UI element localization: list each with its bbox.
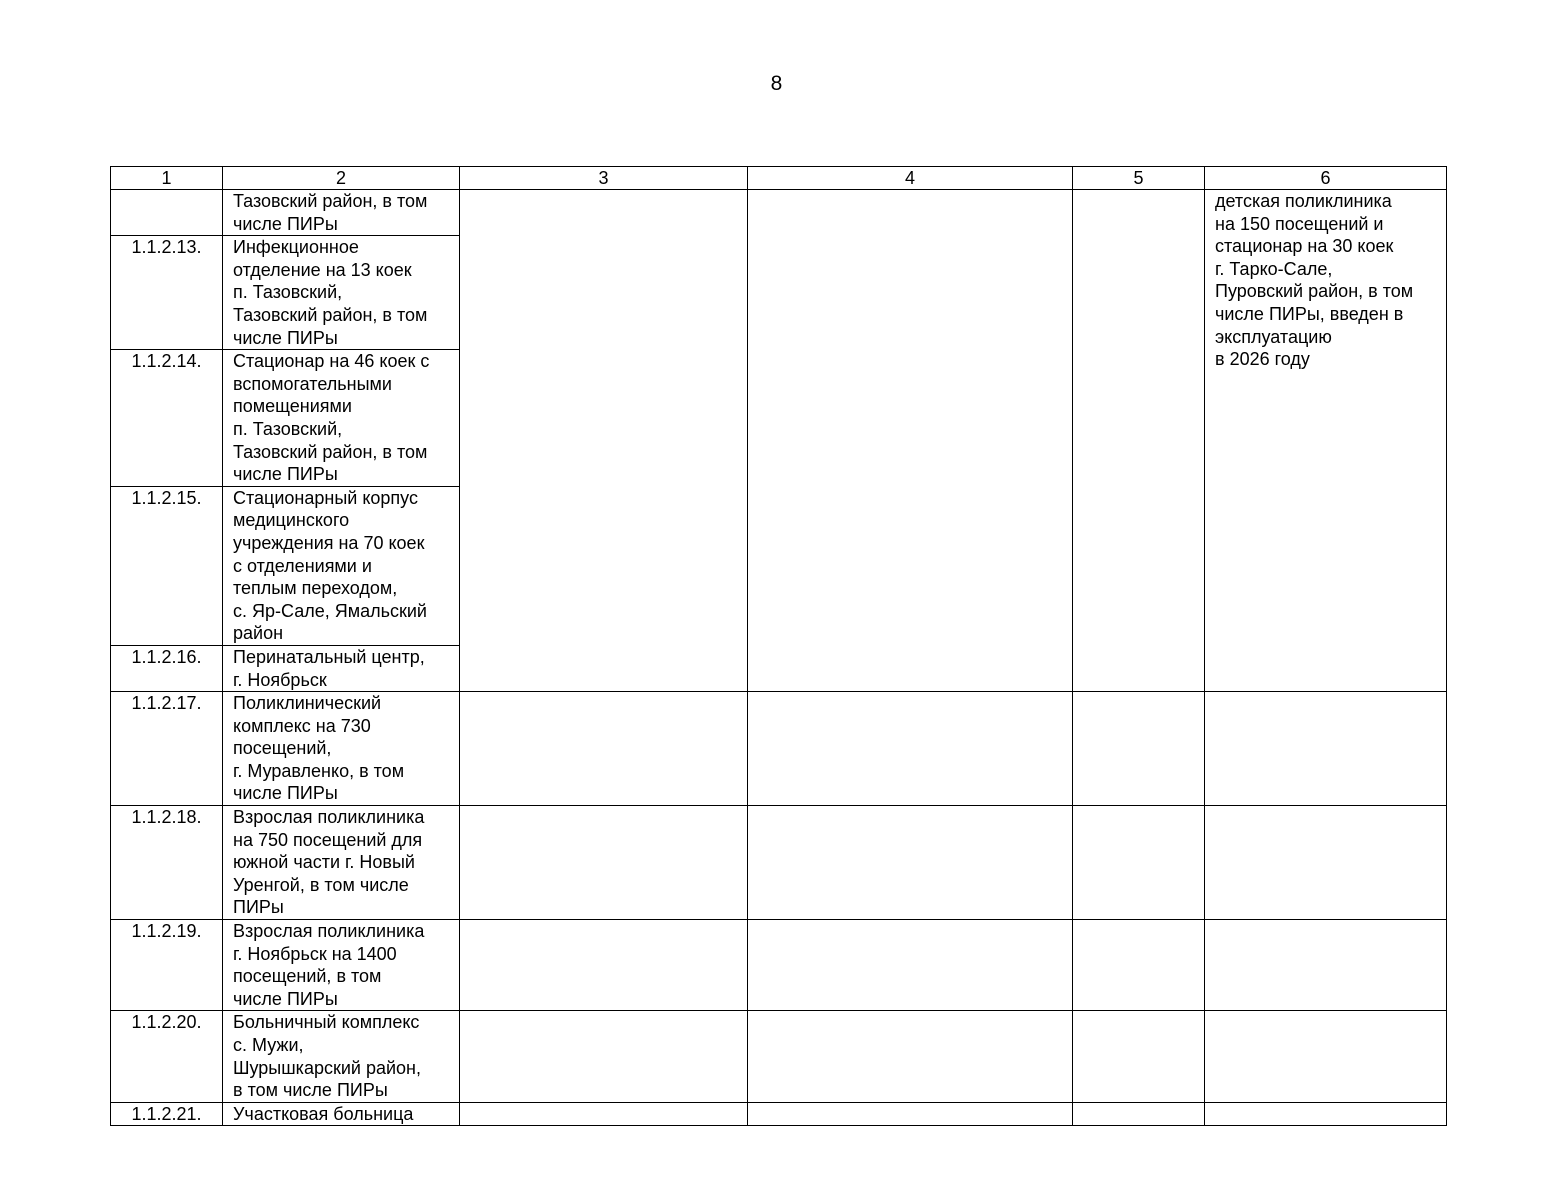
- empty-cell: [460, 1011, 748, 1102]
- column-header-6: 6: [1205, 167, 1447, 190]
- empty-cell: [1205, 1011, 1447, 1102]
- column-header-5: 5: [1073, 167, 1205, 190]
- table-row: [111, 806, 1447, 920]
- row-number-cell: 1.1.2.13.: [111, 236, 223, 350]
- merged-cell-5: [1073, 190, 1205, 692]
- empty-cell: [1073, 806, 1205, 920]
- empty-cell: [460, 920, 748, 1011]
- table-row: [111, 190, 1447, 236]
- empty-cell: [1205, 692, 1447, 806]
- row-name-text: Инфекционное отделение на 13 коек п. Тазовский, Тазовский район, в том числе ПИРы: [233, 237, 428, 348]
- row-name-cell: [223, 190, 460, 236]
- empty-cell: [460, 806, 748, 920]
- merged-cell-3: [460, 190, 748, 692]
- row-name-cell: [223, 1011, 460, 1102]
- empty-cell: [1073, 692, 1205, 806]
- table-row: [111, 920, 1447, 1011]
- empty-cell: [1205, 1102, 1447, 1126]
- empty-cell: [1205, 806, 1447, 920]
- row-name-text: Взрослая поликлиника г. Ноябрьск на 1400 посещений, в том числе ПИРы: [233, 921, 425, 1009]
- row-number-cell: 1.1.2.16.: [111, 645, 223, 691]
- row-number-cell: [111, 190, 223, 236]
- row-name-cell: [223, 236, 460, 350]
- empty-cell: [1073, 920, 1205, 1011]
- row-name-text: Больничный комплекс с. Мужи, Шурышкарский район, в том числе ПИРы: [233, 1012, 421, 1101]
- row-name-text: Поликлинический комплекс на 730 посещений, г. Муравленко, в том числе ПИРы: [233, 693, 405, 804]
- data-table: [110, 166, 1447, 1126]
- row-name-text: Стационар на 46 коек с вспомогательными помещениями п. Тазовский, Тазовский район, в том числе ПИРы: [233, 351, 430, 485]
- empty-cell: [460, 692, 748, 806]
- row-number-cell: 1.1.2.17.: [111, 692, 223, 806]
- row-name-cell: [223, 692, 460, 806]
- row-name-cell: [223, 486, 460, 645]
- empty-cell: [748, 1102, 1073, 1126]
- row-number-cell: 1.1.2.19.: [111, 920, 223, 1011]
- merged-note-text: детская поликлиника на 150 посещений и стационар на 30 коек г. Тарко-Сале, Пуровский район, в том числе ПИРы, введен в эксплуатацию в 2026 году: [1215, 191, 1414, 370]
- row-name-cell: [223, 806, 460, 920]
- row-name-text: Тазовский район, в том числе ПИРы: [233, 191, 428, 234]
- empty-cell: [748, 692, 1073, 806]
- column-header-1: 1: [111, 167, 223, 190]
- table-row: [111, 1102, 1447, 1126]
- column-header-4: 4: [748, 167, 1073, 190]
- merged-cell-4: [748, 190, 1073, 692]
- row-number-cell: 1.1.2.20.: [111, 1011, 223, 1102]
- row-number-cell: 1.1.2.15.: [111, 486, 223, 645]
- row-number-cell: 1.1.2.18.: [111, 806, 223, 920]
- row-name-cell: [223, 645, 460, 691]
- column-header-3: 3: [460, 167, 748, 190]
- row-name-text: Стационарный корпус медицинского учреждения на 70 коек с отделениями и теплым переходом, с. Яр-Сале, Ямальский район: [233, 487, 427, 644]
- empty-cell: [748, 806, 1073, 920]
- column-header-2: 2: [223, 167, 460, 190]
- table-row: [111, 1011, 1447, 1102]
- row-name-cell: [223, 1102, 460, 1126]
- empty-cell: [748, 920, 1073, 1011]
- empty-cell: [748, 1011, 1073, 1102]
- row-name-text: Перинатальный центр, г. Ноябрьск: [233, 646, 425, 690]
- empty-cell: [1205, 920, 1447, 1011]
- row-name-text: Взрослая поликлиника на 750 посещений для южной части г. Новый Уренгой, в том числе ПИРы: [233, 807, 425, 918]
- empty-cell: [460, 1102, 748, 1126]
- row-name-cell: [223, 350, 460, 487]
- empty-cell: [1073, 1102, 1205, 1126]
- row-name-cell: [223, 920, 460, 1011]
- empty-cell: [1073, 1011, 1205, 1102]
- row-number-cell: 1.1.2.14.: [111, 350, 223, 487]
- table-header-row: [111, 167, 1447, 190]
- table-row: [111, 692, 1447, 806]
- page-number: 8: [770, 72, 783, 95]
- row-number-cell: 1.1.2.21.: [111, 1102, 223, 1126]
- row-name-text: Участковая больница: [233, 1103, 414, 1124]
- merged-note-cell: [1205, 190, 1447, 692]
